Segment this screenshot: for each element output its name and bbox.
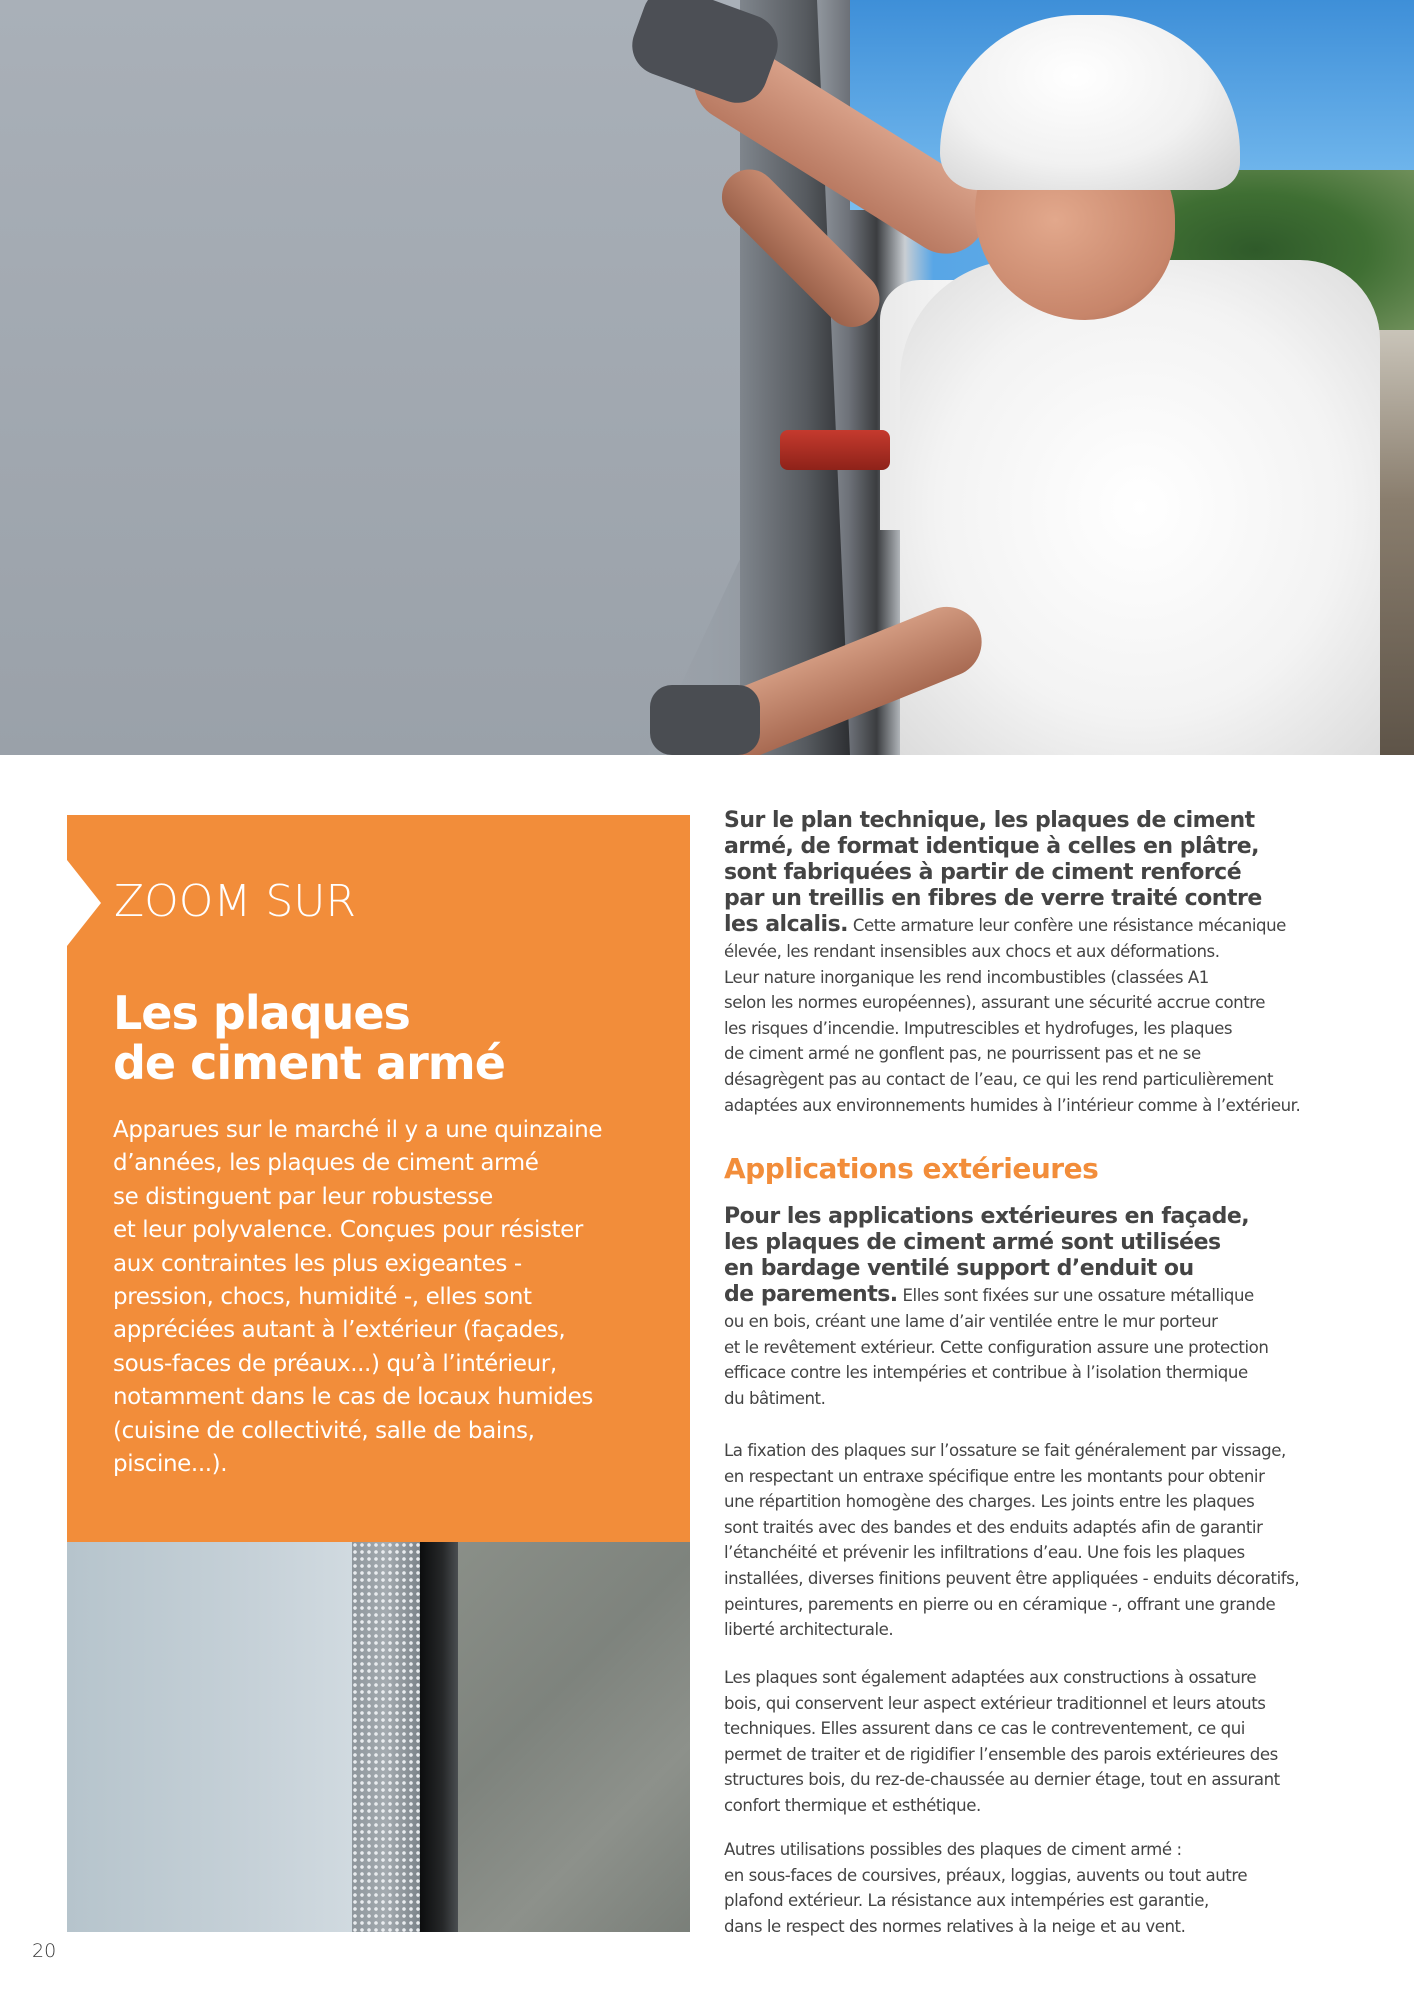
body-line: du bâtiment. — [724, 1388, 826, 1408]
intro-line: sous-faces de préaux...) qu’à l’intérieur, — [113, 1350, 557, 1377]
body-line: une répartition homogène des charges. Les joints entre les plaques — [724, 1492, 1255, 1512]
page-number: 20 — [32, 1940, 57, 1962]
autres-utilisations-paragraph — [724, 1837, 1364, 1939]
lead-line: armé, de format identique à celles en plâtre, — [724, 834, 1260, 859]
intro-line: d’années, les plaques de ciment armé — [113, 1150, 539, 1177]
intro-line: piscine...). — [113, 1451, 228, 1478]
body-line: confort thermique et esthétique. — [724, 1795, 981, 1815]
section-heading: Applications extérieures — [724, 1152, 1099, 1185]
lead-line: Pour les applications extérieures en façade, — [724, 1204, 1250, 1229]
intro-line: aux contraintes les plus exigeantes - — [113, 1250, 522, 1277]
hero-photo — [0, 0, 1414, 755]
intro-line: appréciées autant à l’extérieur (façades, — [113, 1317, 566, 1344]
applications-body — [724, 1309, 1364, 1411]
fixation-paragraph — [724, 1438, 1364, 1643]
body-first: Elles sont fixées sur une ossature métallique — [897, 1286, 1254, 1305]
technical-section — [724, 808, 1364, 1118]
insulation-layer — [352, 1542, 420, 1932]
body-line: Autres utilisations possibles des plaques de ciment armé : — [724, 1840, 1182, 1859]
body-line: adaptées aux environnements humides à l’intérieur comme à l’extérieur. — [724, 1095, 1301, 1115]
lead-last: de parements. — [724, 1282, 898, 1307]
lead-line: par un treillis en fibres de verre traité contre — [724, 886, 1262, 911]
body-line: selon les normes européennes), assurant une sécurité accrue contre — [724, 993, 1266, 1013]
body-line: désagrègent pas au contact de l’eau, ce qui les rend particulièrement — [724, 1069, 1274, 1089]
body-line: installées, diverses finitions peuvent être appliquées - enduits décoratifs, — [724, 1568, 1300, 1588]
cement-board-wall — [0, 0, 790, 755]
detail-photo — [67, 1542, 690, 1932]
body-line: techniques. Elles assurent dans ce cas le contreventement, ce qui — [724, 1719, 1245, 1739]
body-line: en sous-faces de coursives, préaux, loggias, auvents ou tout autre — [724, 1865, 1248, 1885]
applications-section — [724, 1204, 1364, 1411]
body-line: bois, qui conservent leur aspect extérieur traditionnel et leurs atouts — [724, 1693, 1266, 1713]
body-line: Les plaques sont également adaptées aux constructions à ossature — [724, 1668, 1257, 1687]
body-line: et le revêtement extérieur. Cette configuration assure une protection — [724, 1337, 1269, 1357]
lead-line-mixed — [724, 912, 1364, 939]
body-line: en respectant un entraxe spécifique entre les montants pour obtenir — [724, 1466, 1265, 1486]
lead-line: les plaques de ciment armé sont utilisées — [724, 1230, 1221, 1255]
body-line: plafond extérieur. La résistance aux intempéries est garantie, — [724, 1891, 1209, 1911]
lead-line-mixed — [724, 1282, 1364, 1309]
worker-glove-bottom — [650, 685, 760, 755]
intro-line: Apparues sur le marché il y a une quinzaine — [113, 1117, 603, 1143]
zoom-intro — [113, 1114, 683, 1481]
body-line: efficace contre les intempéries et contribue à l’isolation thermique — [724, 1363, 1248, 1383]
body-line: sont traités avec des bandes et des enduits adaptés afin de garantir — [724, 1517, 1263, 1537]
body-line: l’étanchéité et prévenir les infiltrations d’eau. Une fois les plaques — [724, 1543, 1245, 1563]
technical-body — [724, 939, 1364, 1118]
intro-line: et leur polyvalence. Conçues pour résister — [113, 1217, 583, 1244]
drill — [780, 430, 890, 470]
intro-line: (cuisine de collectivité, salle de bains, — [113, 1417, 535, 1444]
zoom-title-line: Les plaques — [113, 986, 410, 1040]
lead-line: Sur le plan technique, les plaques de ciment — [724, 808, 1255, 833]
body-line: ou en bois, créant une lame d’air ventilée entre le mur porteur — [724, 1312, 1218, 1331]
zoom-kicker: ZOOM SUR — [114, 876, 357, 927]
body-line: dans le respect des normes relatives à la neige et au vent. — [724, 1916, 1186, 1936]
body-line: Leur nature inorganique les rend incombustibles (classées A1 — [724, 967, 1209, 987]
intro-line: pression, chocs, humidité -, elles sont — [113, 1284, 532, 1311]
lead-line: sont fabriquées à partir de ciment renforcé — [724, 860, 1242, 885]
ossature-bois-paragraph — [724, 1665, 1364, 1819]
body-line: élevée, les rendant insensibles aux chocs et aux déformations. — [724, 942, 1220, 961]
body-first: Cette armature leur confère une résistance mécanique — [848, 916, 1286, 935]
intro-line: notamment dans le cas de locaux humides — [113, 1384, 593, 1411]
zoom-title — [113, 988, 673, 1088]
body-line: liberté architecturale. — [724, 1620, 894, 1640]
lead-last: les alcalis. — [724, 912, 849, 937]
intro-line: se distinguent par leur robustesse — [113, 1183, 493, 1210]
body-line: structures bois, du rez-de-chaussée au dernier étage, tout en assurant — [724, 1770, 1280, 1790]
joint-gap — [420, 1542, 458, 1932]
body-line: permet de traiter et de rigidifier l’ensemble des parois extérieures des — [724, 1744, 1278, 1764]
body-line: peintures, parements en pierre ou en céramique -, offrant une grande — [724, 1594, 1276, 1614]
body-line: La fixation des plaques sur l’ossature se fait généralement par vissage, — [724, 1441, 1286, 1460]
technical-lead — [724, 808, 1364, 939]
lead-line: en bardage ventilé support d’enduit ou — [724, 1256, 1194, 1281]
applications-lead — [724, 1204, 1364, 1309]
worker-shirt — [900, 260, 1380, 755]
body-line: les risques d’incendie. Imputrescibles et hydrofuges, les plaques — [724, 1018, 1233, 1038]
body-line: de ciment armé ne gonflent pas, ne pourrissent pas et ne se — [724, 1044, 1201, 1064]
cement-board — [458, 1542, 690, 1932]
zoom-title-line: de ciment armé — [113, 1036, 505, 1090]
